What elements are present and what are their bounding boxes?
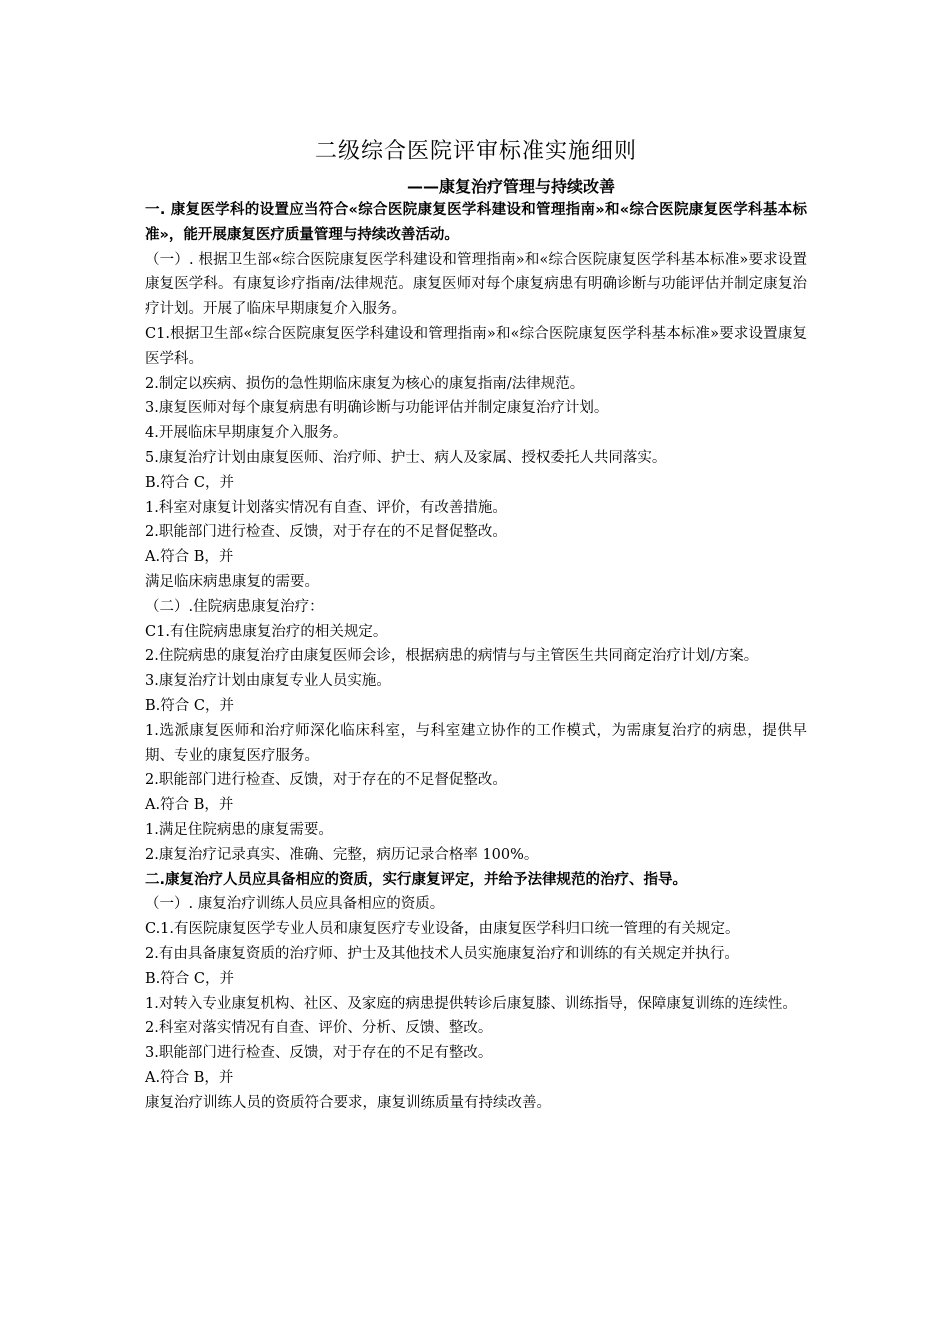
paragraph: A.符合 B，并 [145,549,234,566]
paragraph: 1.满足住院病患的康复需要。 [145,821,333,838]
paragraph: 4.开展临床早期康复介入服务。 [145,425,348,442]
paragraph: 2.康复治疗记录真实、准确、完整，病历记录合格率 100%。 [145,846,539,863]
paragraph: C.1.有医院康复医学专业人员和康复医疗专业设备，由康复医学科归口统一管理的有关规定。 [145,921,740,938]
paragraph: 1.选派康复医师和治疗师深化临床科室，与科室建立协作的工作模式，为需康复治疗的病患，提供早期、专业的康复医疗服务。 [145,722,807,764]
paragraph: （一）. 根据卫生部«综合医院康复医学科建设和管理指南»和«综合医院康复医学科基本标准»要求设置康复医学科。有康复诊疗指南/法律规范。康复医师对每个康复病患有明确诊断与功能评估并制定康复治疗计划。开展了临床早期康复介入服务。 [145,251,807,318]
document-title: 二级综合医院评审标准实施细则 [314,139,637,164]
paragraph: 2.制定以疾病、损伤的急性期临床康复为核心的康复指南/法律规范。 [145,375,585,392]
paragraph: 3.职能部门进行检查、反馈，对于存在的不足有整改。 [145,1045,493,1062]
paragraph: B.符合 C，并 [145,970,234,987]
document-content [145,136,807,1115]
paragraph: 2.科室对落实情况有自查、评价、分析、反馈、整改。 [145,1020,493,1037]
paragraph: B.符合 C，并 [145,474,234,491]
section-heading: 一. 康复医学科的设置应当符合«综合医院康复医学科建设和管理指南»和«综合医院康复医学科基本标准»，能开展康复医疗质量管理与持续改善活动。 [145,202,807,243]
paragraph: 2.有由具备康复资质的治疗师、护士及其他技术人员实施康复治疗和训练的有关规定并执行。 [145,945,739,962]
paragraph: B.符合 C，并 [145,697,234,714]
paragraph: 2.职能部门进行检查、反馈，对于存在的不足督促整改。 [145,524,507,541]
paragraph: C1.根据卫生部«综合医院康复医学科建设和管理指南»和«综合医院康复医学科基本标准»要求设置康复医学科。 [145,325,807,367]
paragraph: （二）.住院病患康复治疗： [145,598,324,615]
paragraph: 康复治疗训练人员的资质符合要求，康复训练质量有持续改善。 [145,1094,551,1111]
paragraph: C1.有住院病患康复治疗的相关规定。 [145,623,388,640]
paragraph: 满足临床病患康复的需要。 [145,573,319,590]
document-subtitle: ——康复治疗管理与持续改善 [406,177,615,196]
paragraph: 1.科室对康复计划落实情况有自查、评价，有改善措施。 [145,499,507,516]
paragraph: 3.康复治疗计划由康复专业人员实施。 [145,673,391,690]
paragraph: A.符合 B，并 [145,797,234,814]
paragraph: （一）. 康复治疗训练人员应具备相应的资质。 [145,896,445,913]
paragraph: 5.康复治疗计划由康复医师、治疗师、护士、病人及家属、授权委托人共同落实。 [145,449,667,466]
paragraph: A.符合 B，并 [145,1069,234,1086]
document-body [145,198,807,1115]
paragraph: 1.对转入专业康复机构、社区、及家庭的病患提供转诊后康复膝、训练指导，保障康复训练的连续性。 [145,995,797,1012]
paragraph: 3.康复医师对每个康复病患有明确诊断与功能评估并制定康复治疗计划。 [145,400,609,417]
paragraph: 2.职能部门进行检查、反馈，对于存在的不足督促整改。 [145,772,507,789]
paragraph: 2.住院病患的康复治疗由康复医师会诊，根据病患的病情与与主管医生共同商定治疗计划/方案。 [145,648,759,665]
section-heading: 二.康复治疗人员应具备相应的资质，实行康复评定，并给予法律规范的治疗、指导。 [145,871,688,888]
